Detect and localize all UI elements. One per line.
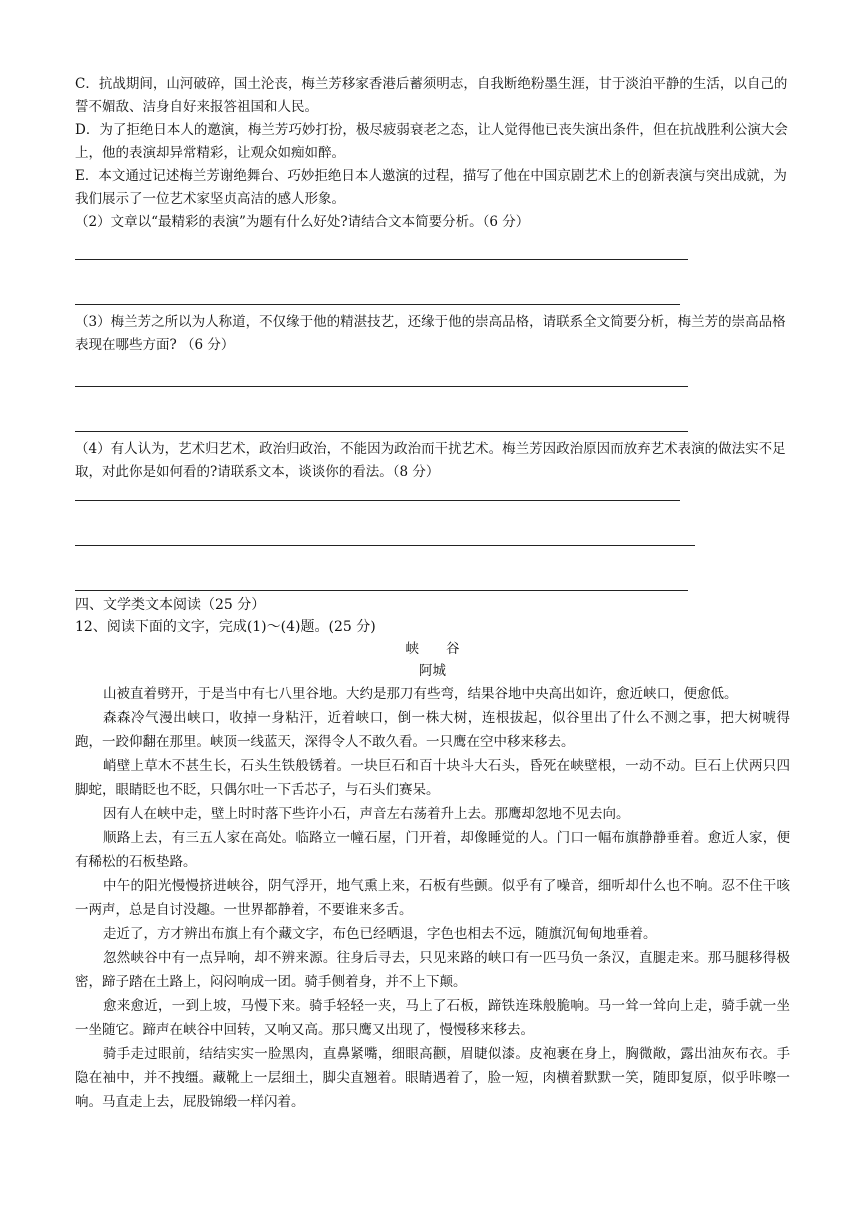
answer-line[interactable] xyxy=(75,304,680,305)
answer-line[interactable] xyxy=(75,431,688,432)
article-paragraph: 中午的阳光慢慢挤进峡谷，阴气浮开，地气熏上来，石板有些颤。似乎有了噪音，细听却什么也不响。忍不住干咳一两声，总是自讨没趣。一世界都静着，不要谁来多舌。 xyxy=(75,878,790,918)
article-paragraph: 因有人在峡中走，壁上时时落下些许小石，声音左右荡着升上去。那鹰却忽地不见去向。 xyxy=(103,806,630,822)
question-3: （3）梅兰芳之所以为人称道，不仅缘于他的精湛技艺，还缘于他的崇高品格，请联系全文简要分析，梅兰芳的崇高品格表现在哪些方面? （6 分） xyxy=(75,314,786,353)
article-paragraph: 峭壁上草木不甚生长，石头生铁般锈着。一块巨石和百十块斗大石头，昏死在峡壁根，一动不动。巨石上伏两只四脚蛇，眼睛眨也不眨，只偶尔吐一下舌芯子，与石头们赛呆。 xyxy=(75,758,790,798)
answer-line[interactable] xyxy=(75,259,688,260)
article-paragraph: 愈来愈近，一到上坡，马慢下来。骑手轻轻一夹，马上了石板，蹄铁连珠般脆响。马一耸一耸向上走，骑手就一坐一坐随它。蹄声在峡谷中回转，又响又高。那只鹰又出现了，慢慢移来移去。 xyxy=(75,998,790,1038)
option-d: D．为了拒绝日本人的邀演，梅兰芳巧妙打扮，极尽疲弱衰老之态，让人觉得他已丧失演出条件，但在抗战胜利公演大会上，他的表演却异常精彩，让观众如痴如醉。 xyxy=(75,122,788,161)
article-title: 峡 谷 xyxy=(405,641,460,657)
option-c: C．抗战期间，山河破碎，国土沦丧，梅兰芳移家香港后蓄须明志，自我断绝粉墨生涯，甘于淡泊平静的生活，以自己的誓不媚敌、洁身自好来报答祖国和人民。 xyxy=(75,76,788,115)
article-author: 阿城 xyxy=(419,663,446,679)
article-paragraph: 骑手走过眼前，结结实实一脸黑肉，直鼻紧嘴，细眼高颧，眉睫似漆。皮袍裹在身上，胸微敞，露出油灰布衣。手隐在袖中，并不拽缰。藏靴上一层细土，脚尖直翘着。眼睛遇着了，脸一短，肉横着默默一笑，随即复原，似乎咔嚓一响。马直走上去，屁股锦缎一样闪着。 xyxy=(75,1046,790,1110)
option-e: E．本文通过记述梅兰芳谢绝舞台、巧妙拒绝日本人邀演的过程，描写了他在中国京剧艺术上的创新表演与突出成就，为我们展示了一位艺术家坚贞高洁的感人形象。 xyxy=(75,168,787,207)
article-paragraph: 森森冷气漫出峡口，收掉一身粘汗，近着峡口，倒一株大树，连根拔起，似谷里出了什么不测之事，把大树唬得跑，一跤仰翻在那里。峡顶一线蓝天，深得令人不敢久看。一只鹰在空中移来移去。 xyxy=(75,710,790,750)
answer-line[interactable] xyxy=(75,386,688,387)
exam-page xyxy=(75,73,790,1114)
answer-line[interactable] xyxy=(75,500,680,501)
article-paragraph: 顺路上去，有三五人家在高处。临路立一幢石屋，门开着，却像睡觉的人。门口一幅布旗静静垂着。愈近人家，便有稀松的石板垫路。 xyxy=(75,830,790,870)
answer-line[interactable] xyxy=(75,545,695,546)
article-paragraph: 忽然峡谷中有一点异响，却不辨来源。往身后寻去，只见来路的峡口有一匹马负一条汉，直腿走来。那马腿移得极密，蹄子踏在土路上，闷闷响成一团。骑手侧着身，并不上下颠。 xyxy=(75,950,790,990)
answer-line[interactable] xyxy=(75,590,688,591)
question-4: （4）有人认为，艺术归艺术，政治归政治，不能因为政治而干扰艺术。梅兰芳因政治原因而放弃艺术表演的做法实不足取，对此你是如何看的?请联系文本，谈谈你的看法。（8 分） xyxy=(75,441,786,480)
question-2: （2）文章以“最精彩的表演”为题有什么好处?请结合文本简要分析。（6 分） xyxy=(75,214,530,230)
question-12: 12、阅读下面的文字，完成(1)～(4)题。(25 分) xyxy=(75,619,376,635)
section-heading: 四、文学类文本阅读（25 分） xyxy=(75,597,266,613)
article-paragraph: 山被直着劈开，于是当中有七八里谷地。大约是那刀有些弯，结果谷地中央高出如许，愈近峡口，便愈低。 xyxy=(103,686,738,702)
article-paragraph: 走近了，方才辨出布旗上有个藏文字，布色已经晒退，字色也相去不远，随旗沉甸甸地垂着。 xyxy=(103,926,657,942)
